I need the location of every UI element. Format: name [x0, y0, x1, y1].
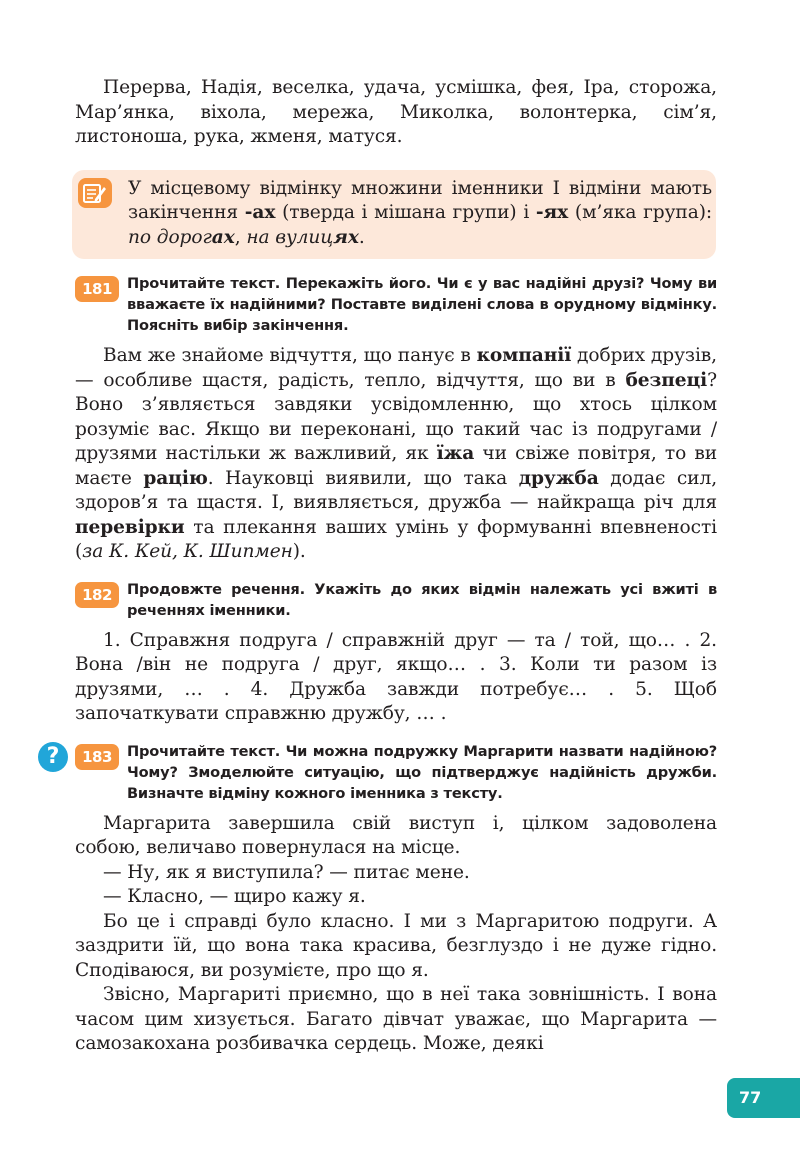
exercise-instruction: Продовжте речення. Укажіть до яких відмін належать усі вжиті в реченнях іменники. [127, 580, 717, 619]
highlighted-word: компанії [476, 345, 572, 366]
highlighted-word: їжа [436, 443, 475, 464]
page-number-tab [727, 1078, 800, 1118]
dialogue-line: — Ну, як я виступила? — питає мене. [103, 861, 470, 883]
exercise-181 [75, 273, 717, 336]
rule-ending-soft: -ях [535, 202, 569, 223]
dialogue-line: — Класно, — щиро кажу я. [103, 886, 366, 907]
story-paragraph: Звісно, Маргариті приємно, що в неї така зовнішність. І вона часом цим хизується. Багато дівчат уважає, що Маргарита — самозакохана розбивачка сердець. Може, деякі [75, 984, 717, 1054]
rule-line-2: (тверда і мішана групи) і [282, 202, 530, 223]
rule-example-1: по дорогах [128, 226, 235, 248]
intro-word-list: Перерва, Надія, веселка, удача, усмішка, фея, Іра, сторожа, Мар’янка, віхола, мережа, Миколка, волонтерка, сім’я, листоноша, рука, жменя, матуся. [75, 77, 717, 147]
story-paragraph: Бо це і справді було класно. І ми з Маргаритою подруги. А заздрити їй, що вона така красива, безглуздо і не дуже гідно. Сподіваюся, ви розумієте, про що я. [75, 910, 717, 981]
exercise-182 [75, 579, 717, 621]
exercise-183 [46, 741, 717, 804]
exercise-instruction: Прочитайте текст. Перекажіть його. Чи є у вас надійні друзі? Чому ви вважаєте їх надійними? Поставте виділені слова в орудному відмінку. Поясніть вибір закінчення. [127, 275, 717, 334]
page-number: 77 [739, 1088, 762, 1107]
highlighted-word: рацію [143, 467, 208, 489]
notebook-pencil-icon [78, 178, 112, 208]
highlighted-word: безпеці [625, 369, 708, 391]
rule-ending-hard: -ах [244, 202, 276, 223]
exercise-instruction: Прочитайте текст. Чи можна подружку Маргарити назвати надійною? Чому? Змоделюйте ситуацію, що підтверджує надійність дружби. Визначте відміну кожного іменника з тексту. [127, 742, 717, 802]
rule-line-3: (м’яка група): [574, 202, 713, 223]
exercise-number-badge: 182 [75, 582, 119, 608]
sentence-starters: 1. Справжня подруга / справжній друг — та / той, що… . 2. Вона /він не подруга / друг, якщо… . 3. Коли ти разом із друзями, … . 4. Дружба завжди потребує… . 5. Щоб започаткувати справжню дружбу, … . [75, 629, 717, 724]
rule-line-1: У місцевому відмінку множини іменники І відміни мають закінчення [128, 177, 712, 223]
textbook-page [46, 76, 718, 1057]
question-icon: ? [38, 742, 68, 772]
exercise-number-badge: 183 [75, 744, 119, 770]
exercise-number-badge: 181 [75, 276, 119, 302]
story-paragraph: Маргарита завершила свій виступ і, цілком задоволена собою, величаво повернулася на місце. [75, 812, 717, 858]
grammar-rule-box [72, 170, 716, 260]
highlighted-word: дружба [518, 467, 599, 489]
rule-example-2: на вулицях [246, 226, 359, 248]
highlighted-word: перевірки [75, 516, 185, 538]
rule-text: У місцевому відмінку множини іменники І відміни мають закінчення -ах (тверда і мішана групи) і -ях (м’яка група): по дорогах, на вулицях. [128, 177, 713, 248]
source-citation: за К. Кей, К. Шипмен [82, 541, 293, 562]
friendship-passage: Вам же знайоме відчуття, що панує в компанії добрих друзів, — особливе щастя, радість, тепло, відчуття, що ви в безпеці? Воно з’являється завдяки усвідомленню, що хтось цілком розуміє вас. Якщо ви переконані, що такий час із подругами / друзями настільки ж важливий, як їжа чи свіже повітря, то ви маєте рацію. Науковці виявили, що така дружба додає сил, здоров’я та щастя. І, виявляється, дружба — найкраща річ для перевірки та плекання ваших умінь у формуванні впевненості (за К. Кей, К. Шипмен). [75, 345, 718, 562]
